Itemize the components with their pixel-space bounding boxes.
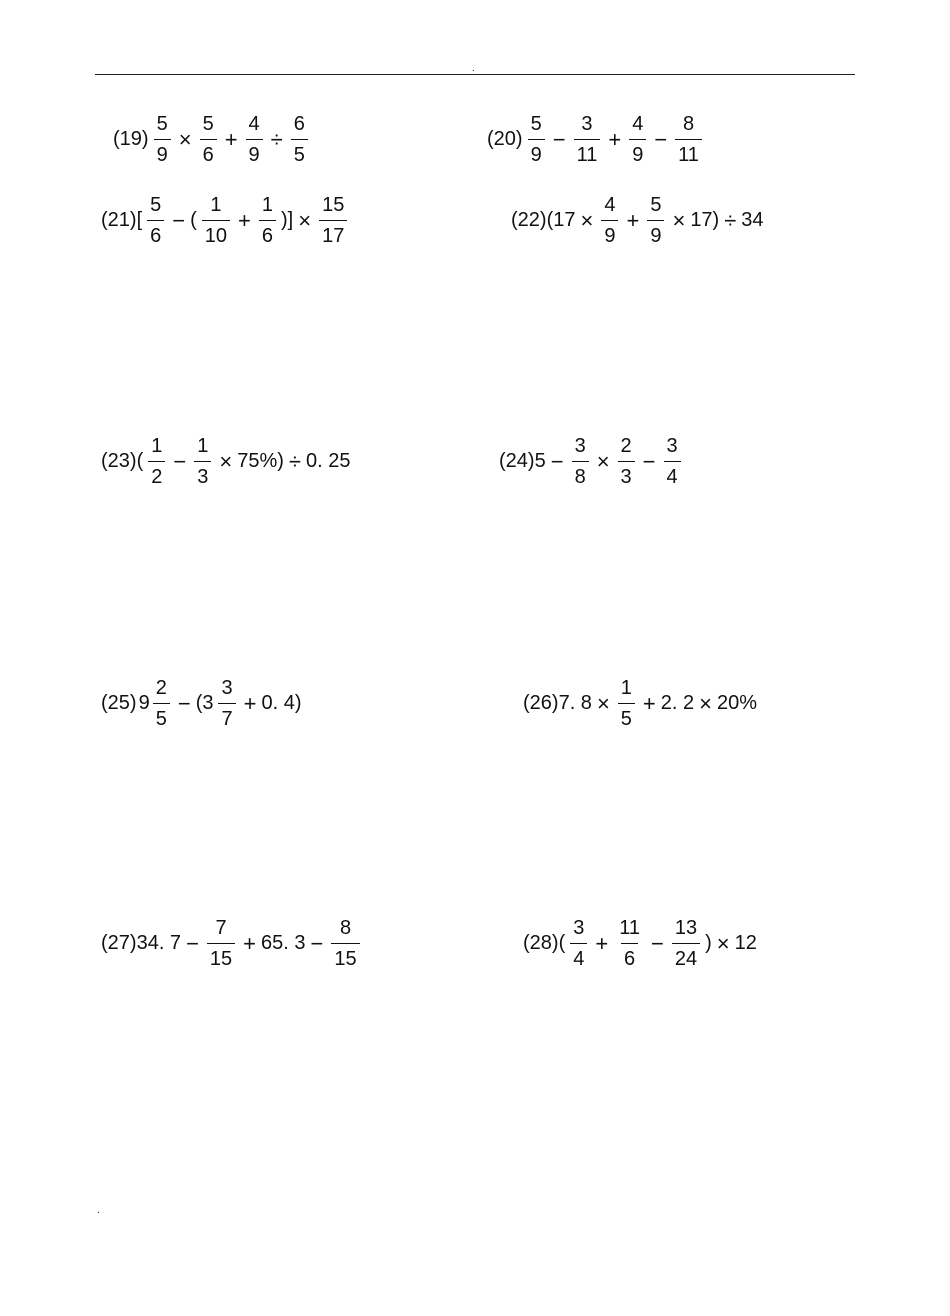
- numerator: 4: [632, 113, 644, 135]
- numerator: 5: [150, 194, 162, 216]
- expression-text: ): [705, 932, 712, 954]
- denominator: 6: [147, 220, 164, 246]
- numerator: 6: [293, 113, 305, 135]
- denominator: 17: [319, 220, 347, 246]
- denominator: 4: [664, 461, 681, 487]
- whole-number: 9: [138, 692, 150, 714]
- numerator: 8: [682, 113, 695, 135]
- denominator: 8: [572, 461, 589, 487]
- operator: +: [608, 126, 622, 152]
- operator: −: [173, 448, 187, 474]
- denominator: 9: [246, 139, 263, 165]
- expression-text: (21)[: [101, 209, 143, 231]
- expression-text: )]: [281, 209, 294, 231]
- numerator: 5: [156, 113, 168, 135]
- denominator: 6: [621, 943, 638, 969]
- problem-20: [486, 114, 706, 165]
- operator: −: [172, 207, 186, 233]
- numerator: 2: [155, 677, 167, 699]
- operator: ÷: [724, 207, 737, 233]
- expression-text: 2. 2: [660, 692, 695, 714]
- operator: +: [238, 207, 251, 233]
- fraction: [675, 114, 702, 165]
- expression-text: (23)(: [101, 450, 144, 472]
- numerator: 3: [573, 917, 585, 939]
- operator: ×: [580, 207, 594, 233]
- operator: +: [595, 930, 609, 956]
- operator: −: [186, 930, 199, 956]
- numerator: 3: [581, 113, 593, 135]
- problem-23: [100, 436, 351, 487]
- operator: +: [626, 207, 640, 233]
- expression-text: 75%): [237, 450, 284, 472]
- operator: ×: [596, 448, 610, 474]
- expression-text: 65. 3: [261, 932, 306, 954]
- fraction: [664, 436, 681, 487]
- fraction: [147, 195, 164, 246]
- problem-22: [510, 195, 765, 246]
- expression-text: (20): [487, 128, 523, 150]
- expression-text: (19): [113, 128, 149, 150]
- denominator: 9: [528, 139, 545, 165]
- fraction: [528, 114, 545, 165]
- numerator: 13: [674, 917, 698, 939]
- problem-28: [522, 918, 758, 969]
- fraction: [202, 195, 230, 246]
- fraction: [618, 678, 635, 729]
- expression-text: (3: [195, 692, 214, 714]
- fraction: [259, 195, 276, 246]
- fraction: [153, 678, 170, 729]
- operator: ×: [219, 448, 233, 474]
- numerator: 1: [261, 194, 274, 216]
- fraction: [148, 436, 165, 487]
- problem-27: [100, 918, 364, 969]
- problem-25: [100, 678, 303, 729]
- denominator: 15: [207, 943, 235, 969]
- denominator: 3: [618, 461, 635, 487]
- expression-text: (26)7. 8: [523, 692, 592, 714]
- operator: ×: [672, 207, 686, 233]
- denominator: 15: [331, 943, 359, 969]
- numerator: 5: [650, 194, 662, 216]
- numerator: 3: [221, 677, 233, 699]
- expression-text: 12: [734, 932, 757, 954]
- operator: ÷: [288, 448, 301, 474]
- fraction: [574, 114, 601, 165]
- fraction: [319, 195, 347, 246]
- operator: −: [552, 126, 566, 152]
- numerator: 8: [339, 917, 352, 939]
- numerator: 2: [620, 435, 632, 457]
- fraction: [194, 436, 211, 487]
- denominator: 3: [194, 461, 211, 487]
- fraction: [618, 436, 635, 487]
- operator: +: [243, 690, 257, 716]
- header-mark: .: [472, 63, 475, 74]
- operator: ×: [298, 207, 312, 233]
- expression-text: (27)34. 7: [101, 932, 182, 954]
- numerator: 7: [215, 917, 227, 939]
- problem-19: [112, 114, 312, 165]
- expression-text: (25): [101, 692, 137, 714]
- numerator: 4: [248, 113, 260, 135]
- operator: −: [177, 690, 191, 716]
- denominator: 7: [218, 703, 235, 729]
- fraction: [572, 436, 589, 487]
- expression-text: (: [190, 209, 197, 231]
- fraction: [331, 918, 359, 969]
- operator: ×: [699, 690, 712, 716]
- operator: −: [650, 930, 664, 956]
- denominator: 9: [601, 220, 618, 246]
- numerator: 15: [322, 194, 345, 216]
- problem-26: [522, 678, 758, 729]
- fraction: [570, 918, 587, 969]
- footer-mark: .: [97, 1205, 100, 1216]
- problem-24: [498, 436, 685, 487]
- denominator: 4: [570, 943, 587, 969]
- fraction: [246, 114, 263, 165]
- expression-text: 17): [690, 209, 720, 231]
- operator: ×: [178, 126, 192, 152]
- denominator: 9: [629, 139, 646, 165]
- fraction: [154, 114, 171, 165]
- numerator: 3: [574, 435, 586, 457]
- numerator: 4: [604, 194, 616, 216]
- fraction: [291, 114, 308, 165]
- operator: +: [243, 930, 257, 956]
- denominator: 2: [148, 461, 165, 487]
- expression-text: 0. 25: [305, 450, 351, 472]
- denominator: 5: [153, 703, 170, 729]
- denominator: 6: [259, 220, 276, 246]
- denominator: 9: [154, 139, 171, 165]
- numerator: 5: [202, 113, 214, 135]
- expression-text: 34: [741, 209, 764, 231]
- operator: −: [654, 126, 668, 152]
- operator: ×: [716, 930, 730, 956]
- operator: −: [550, 448, 564, 474]
- operator: ÷: [270, 126, 283, 152]
- expression-text: (22)(17: [511, 209, 576, 231]
- operator: −: [642, 448, 656, 474]
- denominator: 9: [647, 220, 664, 246]
- numerator: 3: [666, 435, 678, 457]
- fraction: [601, 195, 618, 246]
- expression-text: 0. 4): [261, 692, 302, 714]
- numerator: 1: [197, 435, 209, 457]
- problem-21: [100, 195, 351, 246]
- denominator: 5: [291, 139, 308, 165]
- header-rule: [95, 74, 855, 75]
- expression-text: (24)5: [499, 450, 546, 472]
- fraction: [629, 114, 646, 165]
- operator: −: [310, 930, 324, 956]
- fraction: [200, 114, 217, 165]
- denominator: 6: [200, 139, 217, 165]
- expression-text: 20%: [717, 692, 758, 714]
- numerator: 5: [530, 113, 542, 135]
- denominator: 10: [202, 220, 230, 246]
- fraction: [647, 195, 664, 246]
- fraction: [616, 918, 643, 969]
- numerator: 11: [619, 917, 640, 939]
- denominator: 11: [675, 139, 702, 165]
- numerator: 1: [210, 194, 222, 216]
- expression-text: (28)(: [523, 932, 566, 954]
- denominator: 24: [672, 943, 700, 969]
- fraction: [672, 918, 700, 969]
- denominator: 5: [618, 703, 635, 729]
- denominator: 11: [574, 139, 601, 165]
- operator: +: [224, 126, 238, 152]
- operator: ×: [596, 690, 610, 716]
- fraction: [207, 918, 235, 969]
- fraction: [218, 678, 235, 729]
- operator: +: [642, 690, 656, 716]
- numerator: 1: [620, 677, 632, 699]
- numerator: 1: [151, 435, 163, 457]
